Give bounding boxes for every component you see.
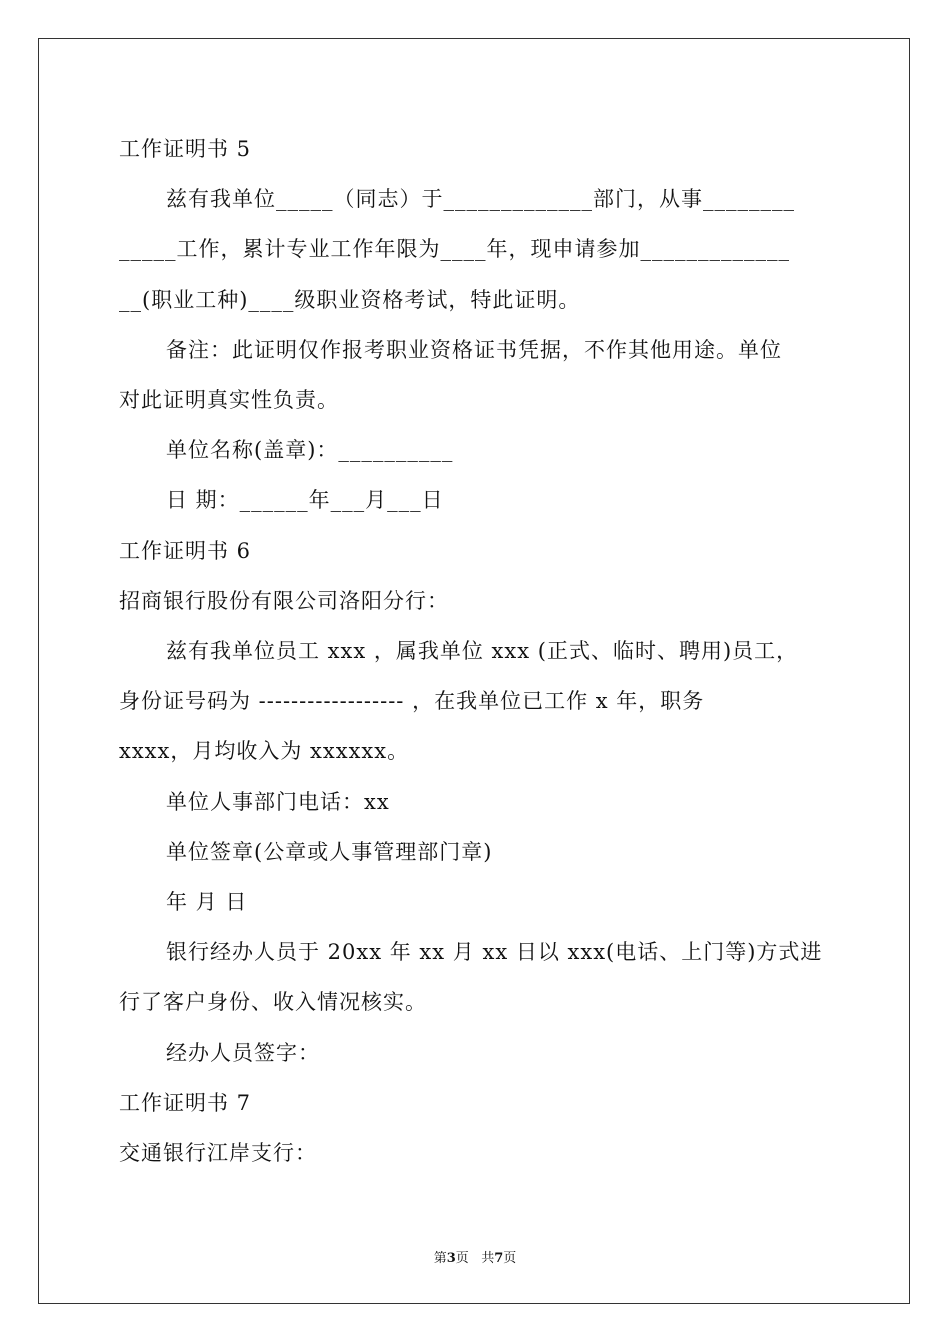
document-line: __(职业工种)____级职业资格考试，特此证明。 — [119, 287, 581, 312]
document-line: 交通银行江岸支行： — [119, 1141, 317, 1165]
document-line: 经办人员签字： — [166, 1040, 320, 1065]
document-page — [38, 38, 910, 1304]
page-suffix: 页 — [455, 1251, 469, 1266]
document-line: 工作证明书 7 — [119, 1090, 252, 1115]
document-line: 工作证明书 6 — [119, 538, 252, 563]
page-footer — [39, 1247, 911, 1266]
total-suffix: 页 — [503, 1251, 517, 1266]
document-line: 兹有我单位员工 xxx ，属我单位 xxx (正式、临时、聘用)员工， — [166, 639, 799, 663]
document-line: 兹有我单位_____（同志）于_____________部门，从事________ — [166, 187, 795, 212]
document-line: _____工作，累计专业工作年限为____年，现申请参加_____________ — [119, 237, 790, 262]
document-line: 对此证明真实性负责。 — [119, 388, 339, 412]
document-line: 备注：此证明仅作报考职业资格证书凭据，不作其他用途。单位 — [166, 337, 782, 362]
document-line: 年 月 日 — [166, 890, 248, 914]
document-line: 单位签章(公章或人事管理部门章) — [166, 839, 493, 864]
document-line: 日 期：______年___月___日 — [166, 488, 444, 513]
document-line: 招商银行股份有限公司洛阳分行： — [119, 588, 449, 613]
document-line: 单位人事部门电话：xx — [166, 789, 390, 814]
document-line: 银行经办人员于 20xx 年 xx 月 xx 日以 xxx(电话、上门等)方式进 — [166, 940, 823, 965]
document-line: xxxx，月均收入为 xxxxxx。 — [119, 739, 410, 764]
page-prefix: 第 — [433, 1251, 447, 1266]
page-total: 7 — [494, 1251, 504, 1266]
document-line: 工作证明书 5 — [119, 137, 252, 161]
document-line: 单位名称(盖章)：__________ — [166, 438, 454, 463]
total-prefix: 共 — [481, 1251, 495, 1266]
document-line: 身份证号码为 ------------------ ，在我单位已工作 x 年，职务 — [119, 689, 705, 714]
page-current: 3 — [446, 1251, 456, 1266]
document-line: 行了客户身份、收入情况核实。 — [119, 990, 427, 1015]
